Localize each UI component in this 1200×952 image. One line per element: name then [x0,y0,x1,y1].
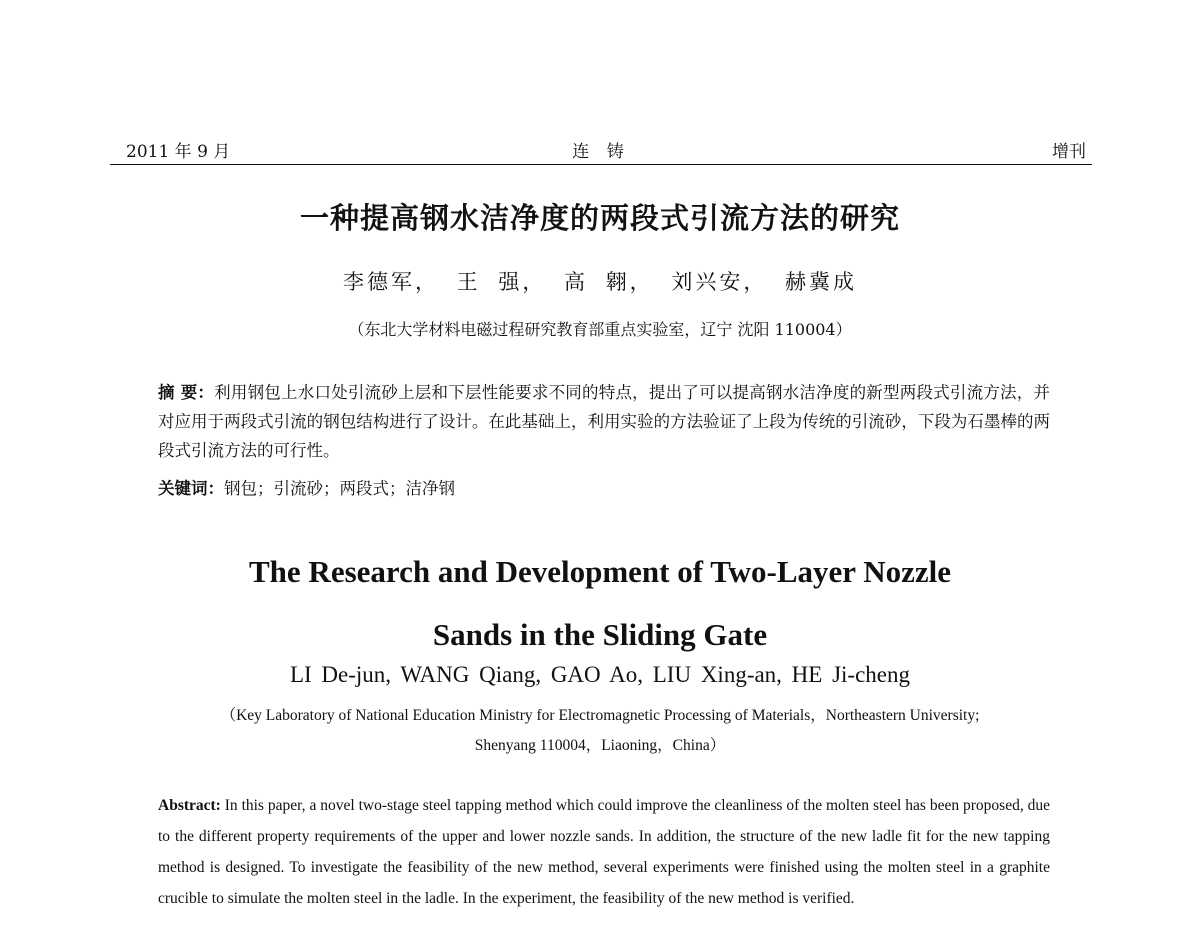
en-abstract [158,790,1050,914]
en-affiliation-line-1: （Key Laboratory of National Education Ministry for Electromagnetic Processing of Materials，Northeastern University; [220,707,980,724]
cn-keywords-label: 关键词： [158,479,224,498]
cn-title: 一种提高钢水洁净度的两段式引流方法的研究 [299,201,900,235]
cn-keywords-text: 钢包；引流砂；两段式；洁净钢 [224,479,455,498]
running-header [110,138,1092,165]
cn-abstract-text: 利用钢包上水口处引流砂上层和下层性能要求不同的特点，提出了可以提高钢水洁净度的新型两段式引流方法，并对应用于两段式引流的钢包结构进行了设计。在此基础上，利用实验的方法验证了上段为传统的引流砂，下段为石墨棒的两段式引流方法的可行性。 [158,383,1051,460]
en-title [0,540,1200,666]
cn-authors: 李德军， 王 强， 高 翱， 刘兴安， 赫冀成 [342,270,858,294]
en-abstract-label: Abstract: [158,797,221,814]
en-affiliation-line-2: Shenyang 110004，Liaoning，China） [474,737,726,754]
header-issue: 增刊 [1052,142,1086,162]
en-authors: LI De-jun, WANG Qiang, GAO Ao, LIU Xing-an, HE Ji-cheng [289,662,911,687]
en-title-line-2: Sands in the Sliding Gate [432,617,768,652]
header-journal: 连 铸 [572,142,630,162]
en-abstract-text: In this paper, a novel two-stage steel tapping method which could improve the cleanliness of the molten steel has been proposed, due to the different property requirements of the upper and lower nozzle sands. In addition, the structure of the new ladle fit for the new tapping method is designed. To investigate the feasibility of the new method, several experiments were finished using the molten steel in a graphite crucible to simulate the molten steel in the ladle. In the experiment, the feasibility of the new method is verified. [158,797,1050,907]
header-date: 2011 年 9 月 [126,142,231,162]
cn-abstract-label: 摘 要： [158,383,215,402]
cn-affiliation: （东北大学材料电磁过程研究教育部重点实验室，辽宁 沈阳 110004） [348,320,852,339]
cn-keywords [158,474,1050,503]
en-affiliation [0,701,1200,761]
en-title-line-1: The Research and Development of Two-Layer Nozzle [249,554,951,589]
cn-abstract [158,378,1050,465]
